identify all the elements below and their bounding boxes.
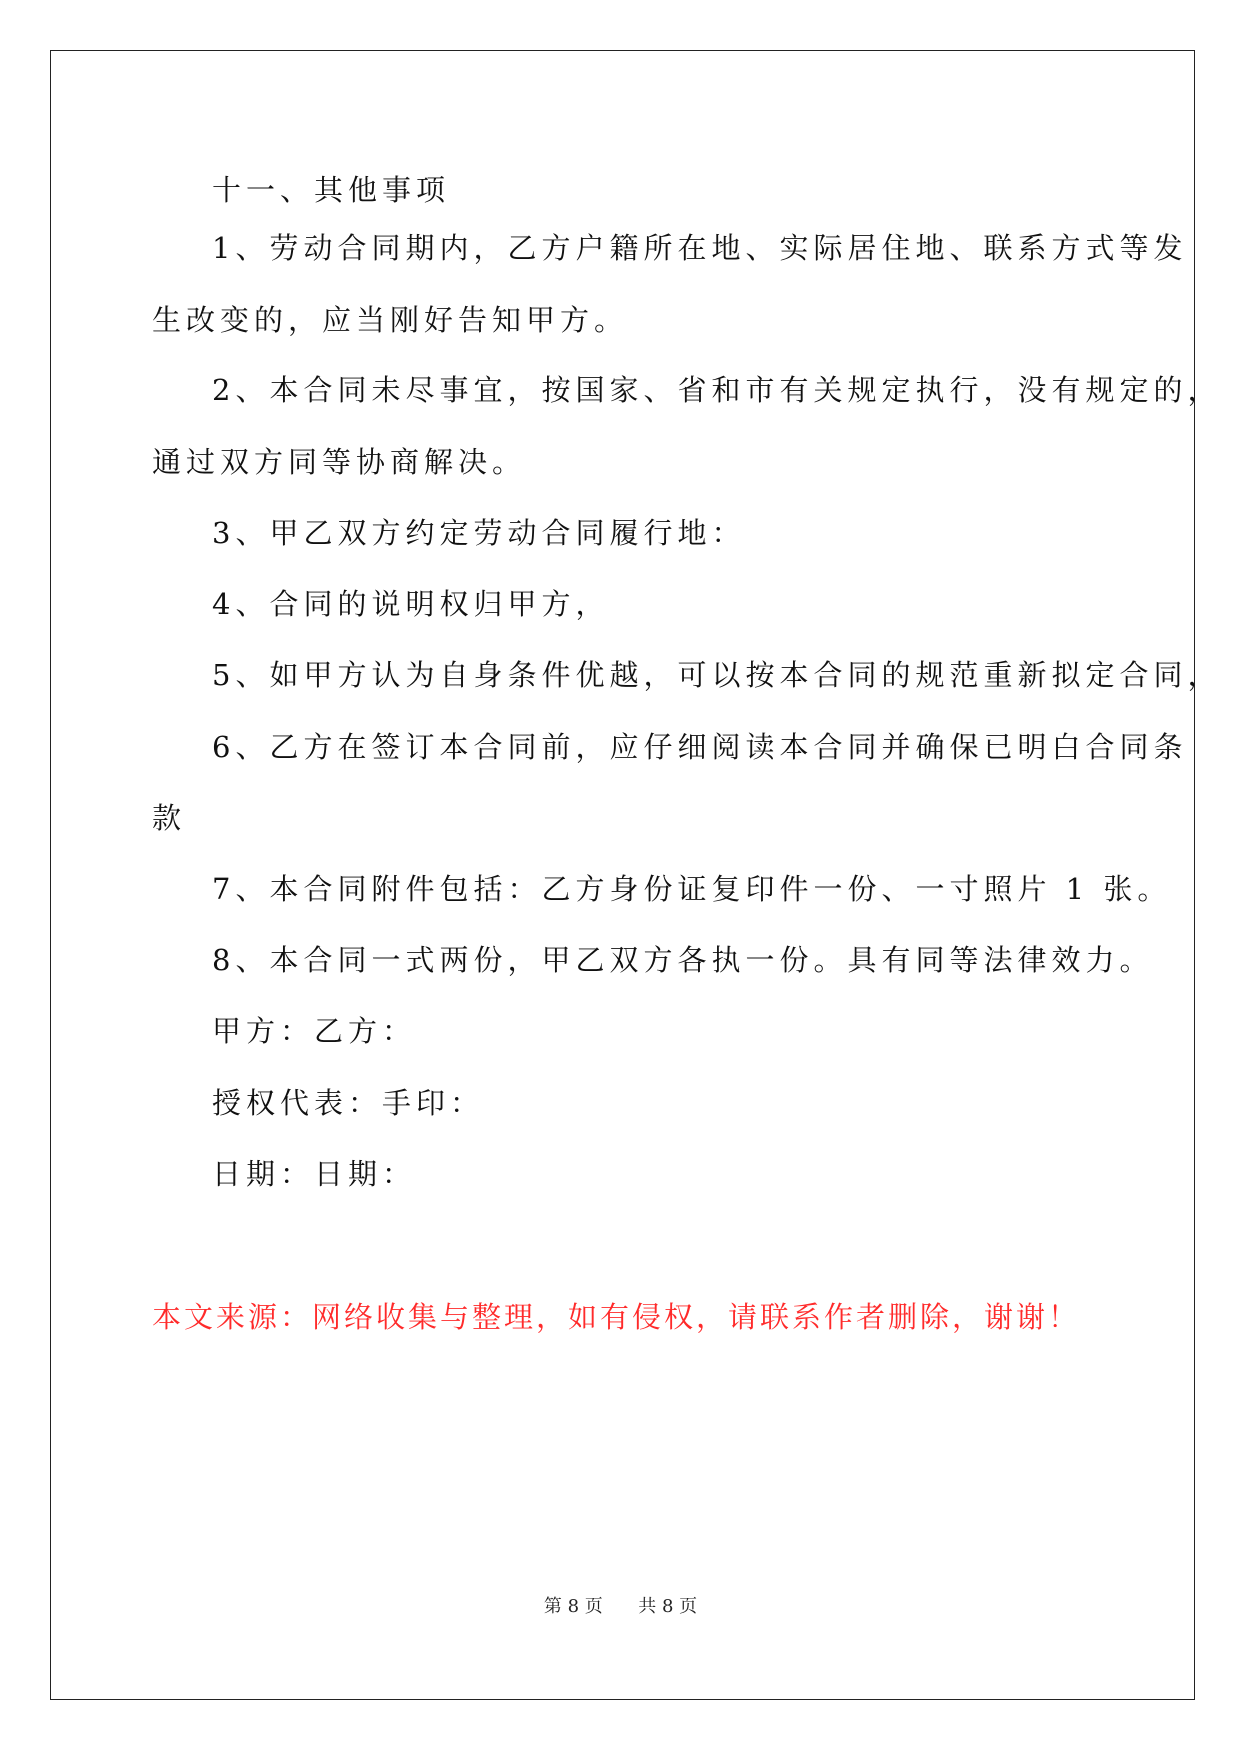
clause-6-line-2: 款 [152,801,187,835]
clause-6-line-1: 6、乙方在签订本合同前，应仔细阅读本合同并确保已明白合同条 [212,730,1188,764]
clause-2-line-2: 通过双方同等协商解决。 [152,445,527,479]
clause-1-line-1: 1、劳动合同期内，乙方户籍所在地、实际居住地、联系方式等发 [212,231,1188,265]
signature-date: 日期：日期： [212,1157,417,1191]
clause-5: 5、如甲方认为自身条件优越，可以按本合同的规范重新拟定合同， [212,658,1222,692]
clause-7: 7、本合同附件包括：乙方身份证复印件一份、一寸照片 1 张。 [212,872,1172,906]
page-footer [0,1595,1241,1619]
section-heading: 十一、其他事项 [212,173,451,207]
signature-representative: 授权代表：手印： [212,1086,485,1120]
clause-3: 3、甲乙双方约定劳动合同履行地： [212,516,746,550]
clause-1-line-2: 生改变的，应当刚好告知甲方。 [152,303,629,337]
clause-2-line-1: 2、本合同未尽事宜，按国家、省和市有关规定执行，没有规定的， [212,373,1222,407]
clause-4: 4、合同的说明权归甲方， [212,587,610,621]
signature-parties: 甲方：乙方： [212,1014,417,1048]
source-notice: 本文来源：网络收集与整理，如有侵权，请联系作者删除，谢谢！ [152,1300,1081,1334]
page-number-total: 共 8 页 [638,1596,698,1617]
page-number-current: 第 8 页 [543,1596,603,1617]
clause-8: 8、本合同一式两份，甲乙双方各执一份。具有同等法律效力。 [212,943,1154,977]
